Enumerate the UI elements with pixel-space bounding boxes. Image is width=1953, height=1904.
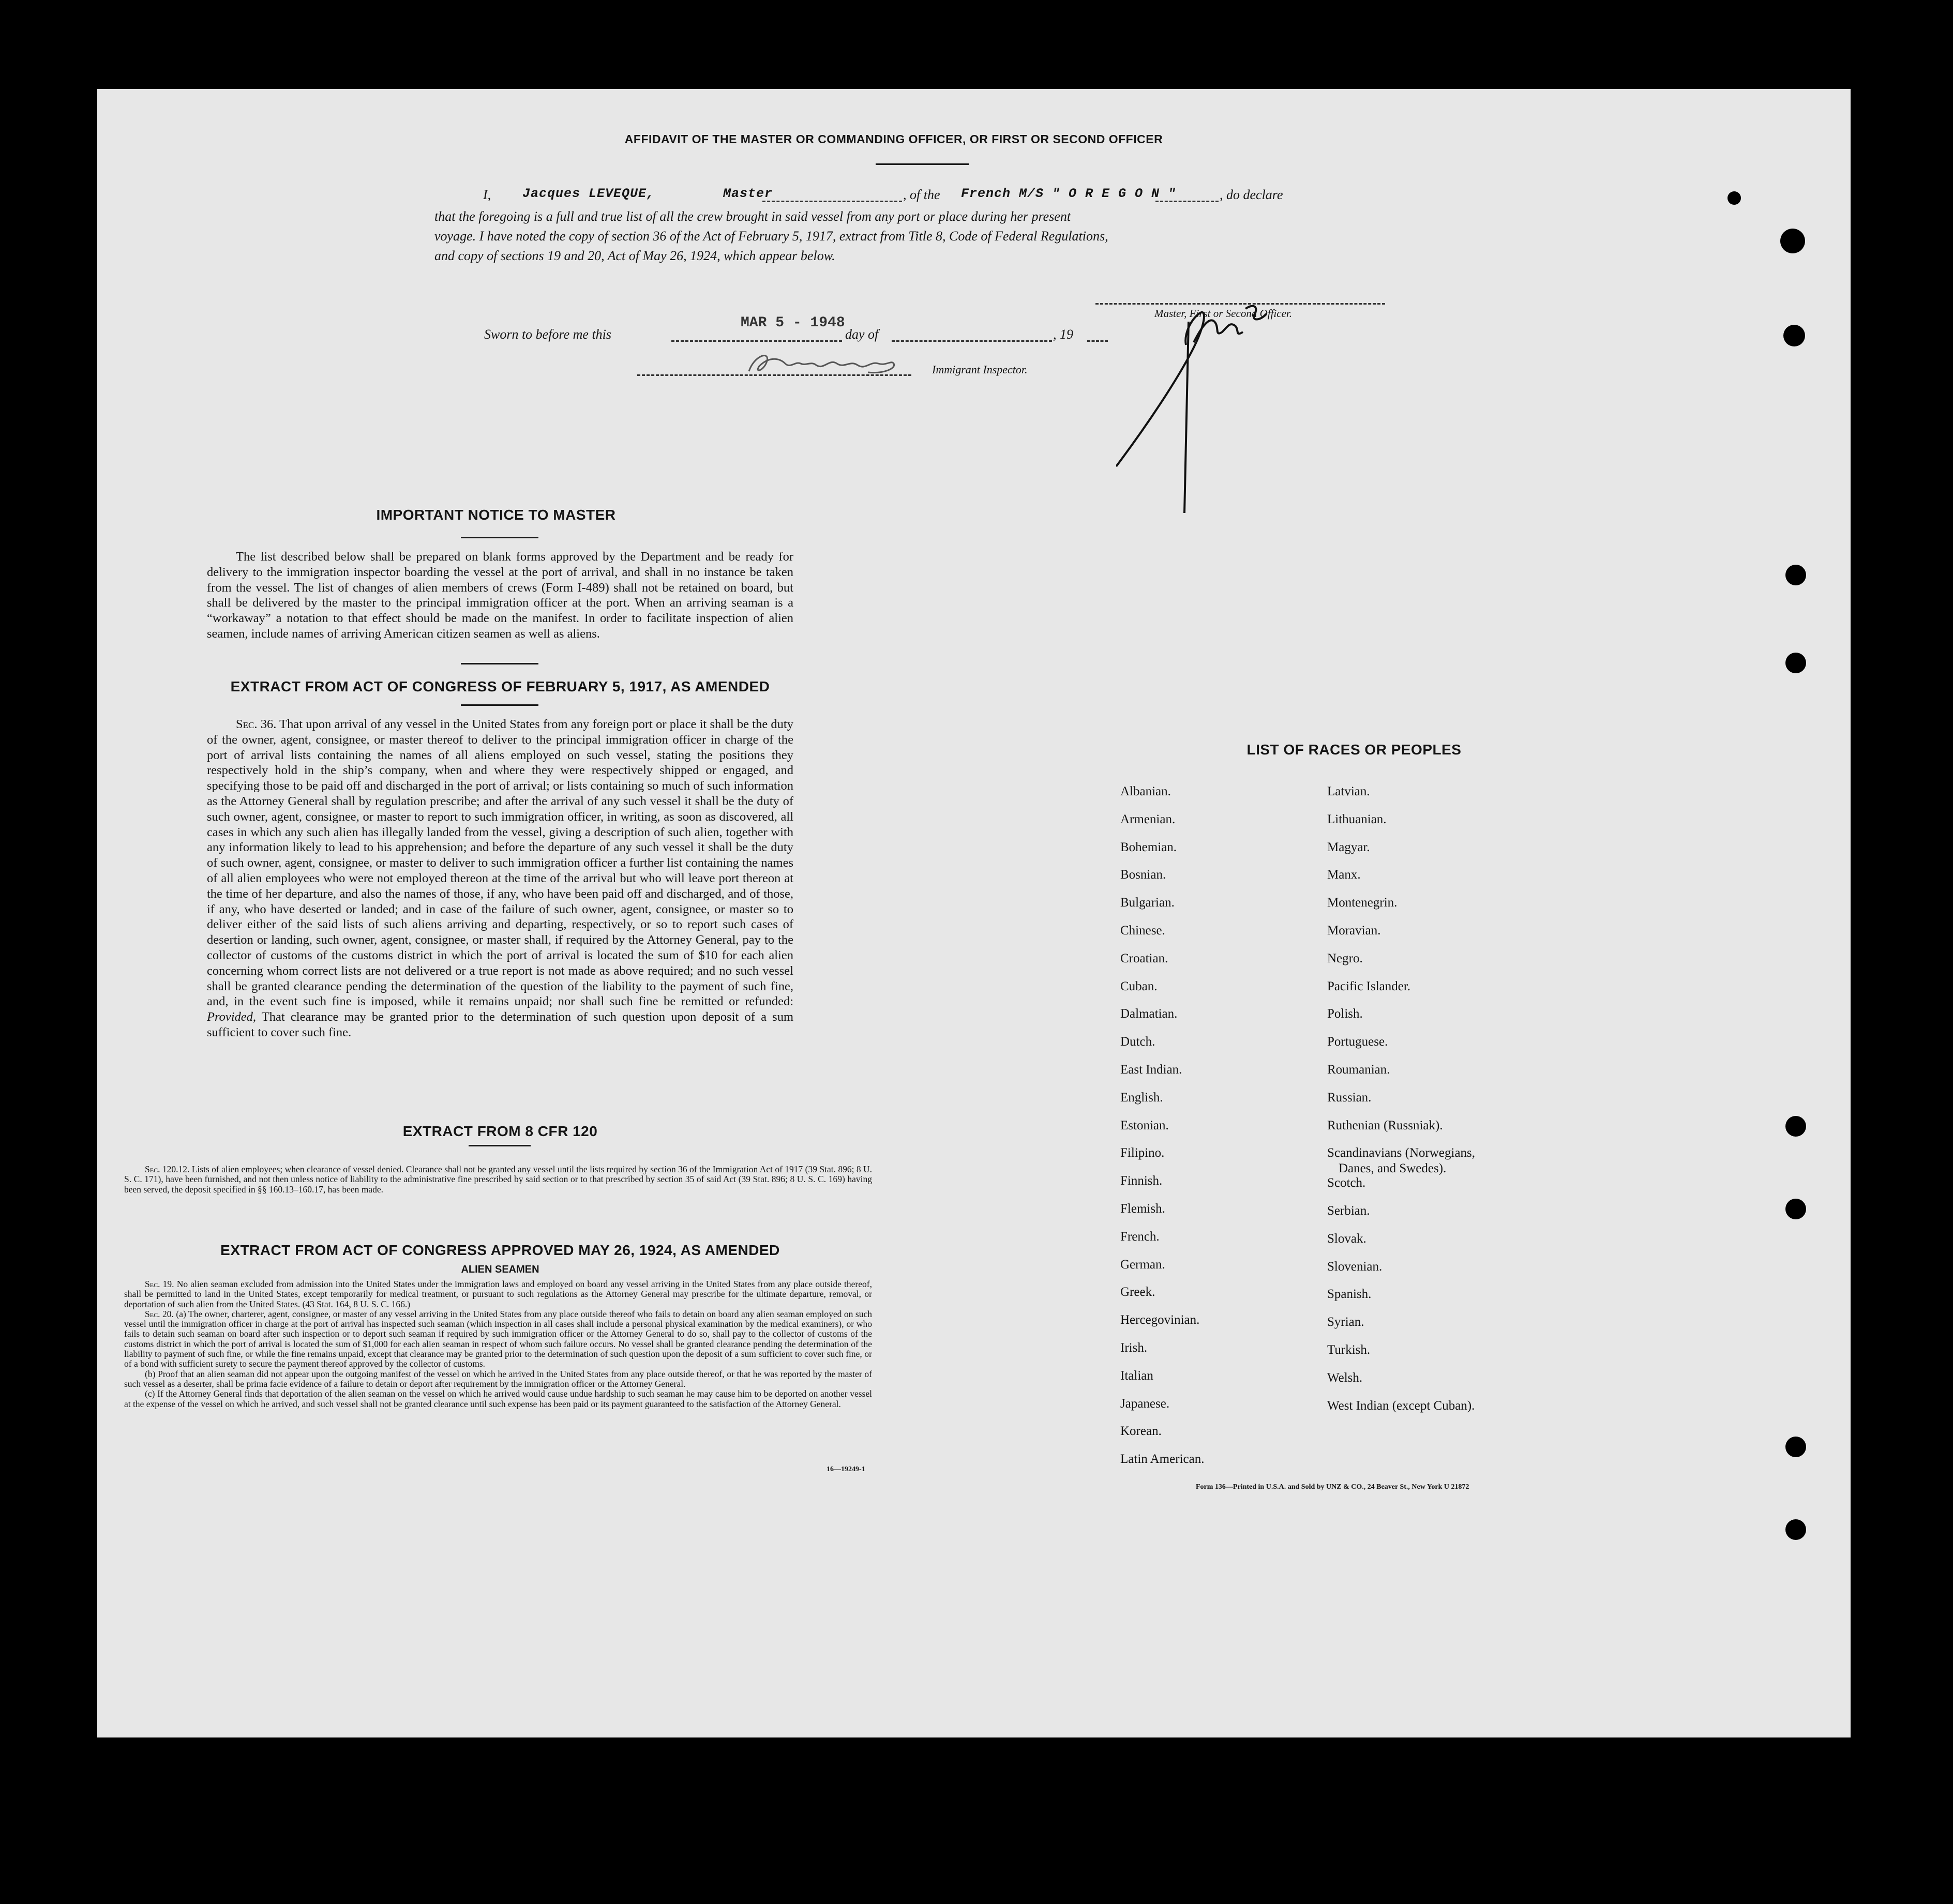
race-item: Greek. xyxy=(1120,1285,1155,1299)
declare-text: , do declare xyxy=(1220,187,1283,202)
race-item: Chinese. xyxy=(1120,924,1165,938)
race-item: Bulgarian. xyxy=(1120,896,1175,910)
race-item: Portuguese. xyxy=(1327,1035,1388,1049)
race-item: Filipino. xyxy=(1120,1146,1165,1160)
sec20b-paragraph: (b) Proof that an alien seaman did not appear upon the outgoing manifest of the vessel on which he arrived in the United States from any place outside thereof, or that he was reported by the master of such vessel as a deserter, shall be prima facie evidence of a failure to detain or deport after requirement by the immigration officer or the Attorney General. xyxy=(124,1368,872,1389)
race-item: Slovak. xyxy=(1327,1231,1366,1246)
extract-1924-title: EXTRACT FROM ACT OF CONGRESS APPROVED MAY 26, 1924, AS AMENDED xyxy=(220,1242,780,1258)
cfr-text: Lists of alien employees; when clearance of vessel denied. Clearance shall not be granted any vessel until the lists required by section 36 of the Immigration Act of 1917 (39 Stat. 896; 8 U. S. C. 171), have been furnished, and not then unless notice of liability to the administrative fine prescribed by said section or to that prescribed by section 35 of said Act (39 Stat. 896; 8 U. S. C. 169) having been served, the deposit specified in §§ 160.13–160.17, has been made. xyxy=(124,1164,872,1195)
race-item: French. xyxy=(1120,1229,1160,1244)
alien-seamen-subtitle: ALIEN SEAMEN xyxy=(461,1264,539,1275)
race-item: Syrian. xyxy=(1327,1315,1364,1329)
sworn-day-line xyxy=(671,340,842,342)
race-item: Estonian. xyxy=(1120,1118,1169,1132)
race-item: West Indian (except Cuban). xyxy=(1327,1398,1475,1413)
cfr-sec-label: Sec. 120.12. xyxy=(145,1164,190,1174)
notice-divider xyxy=(461,663,538,664)
race-item: Irish. xyxy=(1120,1341,1148,1355)
inspector-label: Immigrant Inspector. xyxy=(932,363,1028,376)
race-item: Latin American. xyxy=(1120,1452,1205,1467)
race-item: Serbian. xyxy=(1327,1204,1370,1218)
year-line xyxy=(1087,340,1108,342)
race-item: Flemish. xyxy=(1120,1202,1165,1216)
sec36-label: Sec. 36. xyxy=(236,717,277,731)
form-imprint: Form 136—Printed in U.S.A. and Sold by UNZ & CO., 24 Beaver St., New York U 21872 xyxy=(1196,1483,1469,1491)
inspector-signature-line xyxy=(637,374,911,376)
race-item: Latvian. xyxy=(1327,784,1370,798)
date-stamp: MAR 5 - 1948 xyxy=(741,315,845,331)
month-line xyxy=(892,340,1052,342)
of-the-text: , of the xyxy=(903,187,940,202)
affidavit-line3: voyage. I have noted the copy of section 36 of the Act of February 5, 1917, extract from Title 8, Code of Federal Regulations, xyxy=(434,229,1108,244)
binder-hole xyxy=(1785,565,1806,585)
sec19-label: Sec. 19. xyxy=(145,1279,174,1289)
race-item: Russian. xyxy=(1327,1090,1372,1105)
race-item: Korean. xyxy=(1120,1424,1162,1439)
sec19-paragraph xyxy=(124,1279,872,1309)
race-item: Manx. xyxy=(1327,868,1361,882)
vessel-dotline xyxy=(1155,201,1219,202)
race-item: Cuban. xyxy=(1120,979,1158,993)
sec36-text-a: That upon arrival of any vessel in the United States from any foreign port or place it shall be the duty of the owner, agent, consignee, or master thereof to deliver to the principal immigration officer in charge of the port of arrival lists containing the names of all aliens employed on such vessel, stating the positions they respectively hold in the ship’s company, when and where they were respectively shipped or engaged, and specifying those to be paid off and discharged in the port of arrival; or lists containing so much of such information as the Attorney General shall by regulation prescribe; and after the arrival of any such vessel it shall be the duty of such owner, agent, consignee, or master to report to such immigration officer, in writing, as soon as discovered, all cases in which any such alien has illegally landed from the vessel, giving a description of such alien, together with any information likely to lead to his apprehension; and before the departure of any such vessel it shall be the duty of such owner, agent, consignee, or master to deliver to such immigration officer a further list containing the names of all alien employees who were not employed thereon at the time of the arrival but who will leave port thereon at the time of her departure, and also the names of those, if any, who have been paid off and discharged, and of those, if any, who have deserted or landed; and in case of the failure of such owner, agent, consignee, or master so to deliver either of the said lists of such aliens arriving and departing, respectively, or so to report such cases of desertion or landing, such owner, agent, consignee, or master shall, if required by the Attorney General, pay to the collector of customs of the customs district in which the port of arrival is located the sum of $10 for each alien concerning whom correct lists are not delivered or a true report is not made as above required; and no such vessel shall be granted clearance pending the determination of the question of the liability to the payment of such fine, and, in the event such fine is imposed, while it remains unpaid; nor shall such fine be remitted or refunded: xyxy=(207,717,793,1009)
race-item: East Indian. xyxy=(1120,1063,1182,1077)
races-title: LIST OF RACES OR PEOPLES xyxy=(1246,742,1462,758)
race-item: Welsh. xyxy=(1327,1370,1363,1385)
race-item: Ruthenian (Russniak). xyxy=(1327,1118,1443,1132)
race-item: Scandinavians (Norwegians, xyxy=(1327,1146,1476,1160)
sec36-text-b: That clearance may be granted prior to the determination of such question upon deposit of a sum sufficient to cover such fine. xyxy=(207,1010,794,1039)
race-item: Montenegrin. xyxy=(1327,896,1398,910)
binder-hole xyxy=(1780,229,1805,253)
affidavit-line2: that the foregoing is a full and true list of all the crew brought in said vessel from any port or place during her present xyxy=(434,209,1071,224)
race-item: Japanese. xyxy=(1120,1396,1170,1411)
race-item: Negro. xyxy=(1327,951,1363,965)
day-of-text: day of xyxy=(845,327,879,342)
sec36-paragraph xyxy=(207,717,793,1040)
race-item: Slovenian. xyxy=(1327,1259,1383,1274)
race-item: Spanish. xyxy=(1327,1287,1372,1302)
title-underline xyxy=(876,163,969,165)
race-item: English. xyxy=(1120,1090,1163,1105)
master-signature xyxy=(1116,254,1292,523)
race-item: Armenian. xyxy=(1120,812,1176,826)
cfr-paragraph xyxy=(124,1165,872,1195)
affidavit-line1 xyxy=(483,187,1543,205)
sec19-text: No alien seaman excluded from admission into the United States under the immigration laws and employed on board any vessel arriving in the United States from any place outside thereof, shall be permitted to land in the United States, except temporarily for medical treatment, or pursuant to such regulations as the Attorney General may prescribe for the ultimate departure, removal, or deportation of such alien from the United States. (43 Stat. 164, 8 U. S. C. 166.) xyxy=(124,1279,872,1309)
extract-1917-underline xyxy=(461,704,538,706)
race-item: Albanian. xyxy=(1120,784,1171,798)
form-page xyxy=(97,89,1851,1737)
race-item: Scotch. xyxy=(1327,1176,1366,1190)
race-item: Croatian. xyxy=(1120,951,1168,965)
notice-title: IMPORTANT NOTICE TO MASTER xyxy=(376,507,616,523)
binder-hole xyxy=(1783,325,1805,346)
binder-hole xyxy=(1785,1199,1806,1219)
race-item: Polish. xyxy=(1327,1007,1363,1021)
affidavit-prefix: I, xyxy=(483,187,491,202)
race-item: Turkish. xyxy=(1327,1343,1371,1357)
extract-1917-title: EXTRACT FROM ACT OF CONGRESS OF FEBRUARY 5, 1917, AS AMENDED xyxy=(230,678,770,694)
notice-body: The list described below shall be prepared on blank forms approved by the Department and be ready for delivery to the immigration inspector boarding the vessel at the port of arrival, and shall in no instance be taken from the vessel. The list of changes of alien members of crews (Form I-489) shall not be retained on board, but shall be delivered by the master to the principal immigration officer at the port. When an arriving seaman is a “workaway” a notation to that effect should be made on the manifest. In order to facilitate inspection of alien seamen, include names of arriving American citizen seamen as well as aliens. xyxy=(207,550,793,641)
race-item: Dutch. xyxy=(1120,1035,1155,1049)
race-item: Pacific Islander. xyxy=(1327,979,1411,993)
sworn-text: Sworn to before me this xyxy=(484,327,612,342)
master-label: Master, First or Second Officer. xyxy=(1154,307,1292,320)
binder-hole xyxy=(1785,653,1806,673)
race-item: Danes, and Swedes). xyxy=(1339,1161,1447,1176)
binder-hole xyxy=(1785,1519,1806,1540)
affidavit-title: AFFIDAVIT OF THE MASTER OR COMMANDING OFFICER, OR FIRST OR SECOND OFFICER xyxy=(624,132,1163,146)
year-prefix: , 19 xyxy=(1053,327,1073,342)
sec36-provided: Provided, xyxy=(207,1010,257,1024)
race-item: Roumanian. xyxy=(1327,1063,1390,1077)
sec20a-paragraph xyxy=(124,1309,872,1369)
master-rank: Master xyxy=(723,186,773,201)
race-item: German. xyxy=(1120,1257,1165,1272)
race-item: Dalmatian. xyxy=(1120,1007,1178,1021)
cfr-underline xyxy=(469,1145,531,1146)
race-item: Italian xyxy=(1120,1368,1153,1383)
vessel-name: French M/S " O R E G O N " xyxy=(961,186,1177,201)
race-item: Lithuanian. xyxy=(1327,812,1387,826)
binder-hole xyxy=(1727,191,1741,205)
sec20a-text: (a) The owner, charterer, agent, consignee, or master of any vessel arriving in the United States from any place outside thereof who fails to detain on board any alien seaman employed on such vessel until the immigration officer in charge at the port of arrival has inspected such seaman (which inspection in all cases shall include a personal physical examination by the medical examiners), or who fails to detain such seaman on board after such inspection or to deport such seaman if required by such immigration officer or the Attorney General to do so, shall pay to the collector of customs of the customs district in which the port of arrival is located the sum of $1,000 for each alien seaman in respect of whom such failure occurs. No vessel shall be granted clearance pending the determination of the liability to payment of such fine, or while the fine remains unpaid, except that clearance may be granted prior to the determination of such question upon the deposit of a sum sufficient to cover such fine, or of a bond with sufficient surety to secure the payment thereof approved by the collector of customs. xyxy=(124,1308,872,1369)
sec20-label: Sec. 20. xyxy=(145,1308,174,1319)
binder-hole xyxy=(1785,1116,1806,1137)
race-item: Bohemian. xyxy=(1120,840,1177,854)
sec20c-paragraph: (c) If the Attorney General finds that deportation of the alien seaman on the vessel on which he arrived would cause undue hardship to such seaman he may cause him to be deported on another vessel at the expense of the vessel on which he arrived, and such vessel shall not be granted clearance until such expense has been paid or its payment guaranteed to the satisfaction of the Attorney General. xyxy=(124,1388,872,1409)
rank-dotline xyxy=(762,201,902,202)
binder-hole xyxy=(1785,1437,1806,1457)
race-item: Magyar. xyxy=(1327,840,1370,854)
sec1924-block xyxy=(124,1279,872,1409)
cfr-title: EXTRACT FROM 8 CFR 120 xyxy=(402,1123,598,1139)
inspector-signature xyxy=(739,345,909,382)
race-item: Hercegovinian. xyxy=(1120,1313,1200,1327)
master-name: Jacques LEVEQUE, xyxy=(522,186,655,201)
affidavit-line4: and copy of sections 19 and 20, Act of May 26, 1924, which appear below. xyxy=(434,248,835,263)
print-code: 16—19249-1 xyxy=(827,1465,865,1473)
race-item: Bosnian. xyxy=(1120,868,1166,882)
race-item: Finnish. xyxy=(1120,1174,1163,1188)
race-item: Moravian. xyxy=(1327,924,1381,938)
notice-title-underline xyxy=(461,537,538,538)
